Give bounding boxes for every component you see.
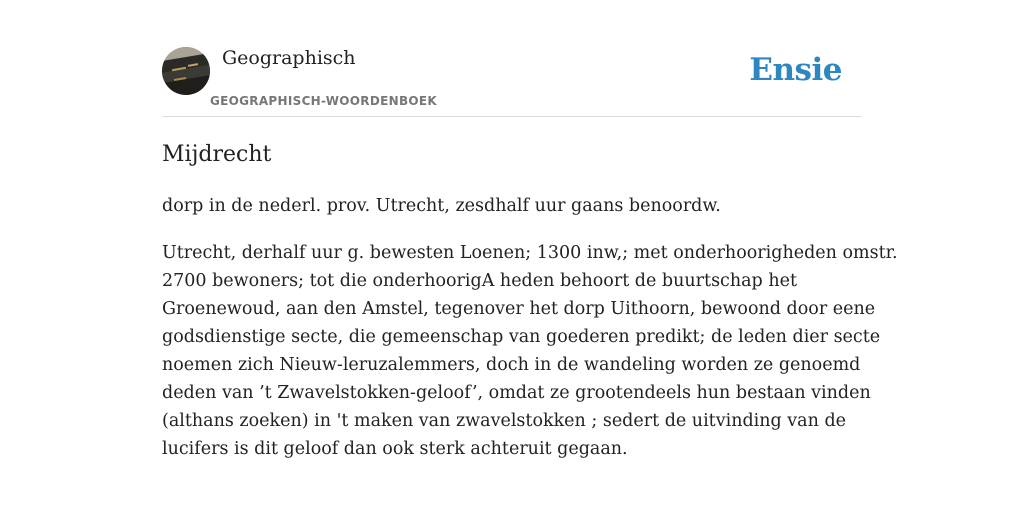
site-title[interactable]: Geographisch: [222, 47, 356, 69]
books-image-icon: [162, 47, 210, 95]
text-line: (althans zoeken) in 't maken van zwavelstokken ; sedert de uitvinding van de: [162, 411, 847, 431]
text-line: deden van ’t Zwavelstokken-geloof’, omdat ze grootendeels hun bestaan vinden: [162, 383, 871, 403]
entry-paragraph-2: [162, 239, 898, 463]
site-header: [162, 46, 862, 117]
book-avatar[interactable]: [162, 47, 210, 95]
entry-article: [162, 140, 898, 463]
text-line: 2700 bewoners; tot die onderhoorigA heden behoort de buurtschap het: [162, 271, 797, 291]
text-line: godsdienstige secte, die gemeenschap van goederen predikt; de leden dier secte: [162, 327, 881, 347]
text-line: Utrecht, derhalf uur g. bewesten Loenen; 1300 inw,; met onderhoorigheden omstr.: [162, 243, 898, 263]
ensie-logo[interactable]: Ensie: [749, 52, 842, 88]
text-line: noemen zich Nieuw-leruzalemmers, doch in de wandeling worden ze genoemd: [162, 355, 861, 375]
entry-title: Mijdrecht: [162, 142, 272, 167]
site-subtitle[interactable]: GEOGRAPHISCH-WOORDENBOEK: [210, 94, 437, 108]
text-line: Groenewoud, aan den Amstel, tegenover het dorp Uithoorn, bewoond door eene: [162, 299, 876, 319]
text-line: lucifers is dit geloof dan ook sterk achteruit gegaan.: [162, 439, 628, 459]
entry-paragraph: dorp in de nederl. prov. Utrecht, zesdhalf uur gaans benoordw.: [162, 196, 721, 216]
